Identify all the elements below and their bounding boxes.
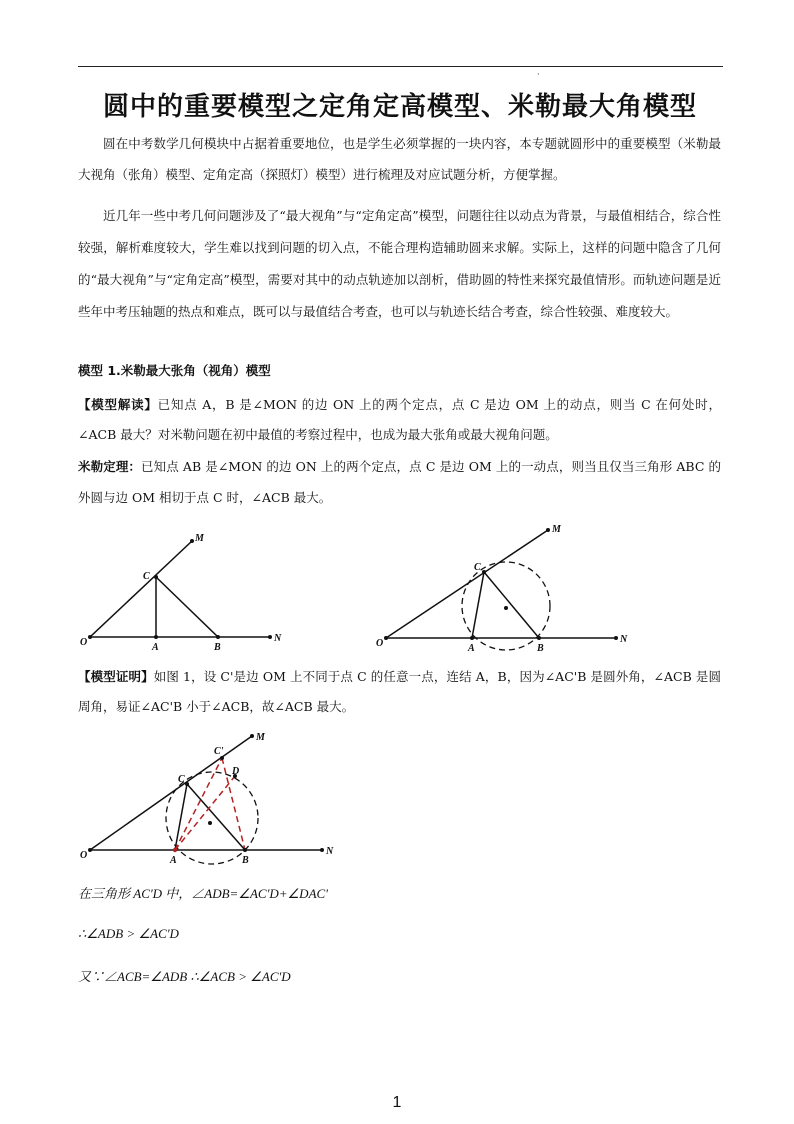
fig3-dashed-ac-prime (175, 758, 222, 850)
fig2-label-m: M (552, 524, 561, 535)
fig2-point-m (546, 528, 550, 532)
fig2-segment-ca (472, 572, 484, 638)
fig3-label-c: C (178, 774, 185, 785)
fig2-point-b (537, 636, 541, 640)
fig3-label-b: B (242, 855, 249, 866)
fig3-point-n (320, 848, 324, 852)
miller-theorem-paragraph (78, 451, 721, 513)
fig3-label-m: M (256, 732, 265, 743)
header-rule (78, 66, 723, 67)
page-number: 1 (392, 1094, 402, 1111)
fig2-point-a (470, 636, 474, 640)
fig2-label-o: O (376, 638, 384, 649)
figure-3 (80, 728, 350, 868)
fig2-segment-cb (484, 572, 539, 638)
fig2-label-c: C (474, 562, 481, 573)
fig3-point-a (173, 848, 177, 852)
miller-theorem-text: 已知点 AB 是∠MON 的边 ON 上的两个定点，点 C 是边 OM 上的一动点，则当且仅当三角形 ABC 的外圆与边 OM 相切于点 C 时，∠ACB 最大。 (78, 459, 721, 505)
fig1-label-o: O (80, 637, 88, 648)
fig3-point-o (88, 848, 92, 852)
model-explain-text: 已知点 A，B 是∠MON 的边 ON 上的两个定点，点 C 是边 OM 上的动点，则当 C 在何处时，∠ACB 最大？对米勒问题在初中最值的考察过程中，也成为最大张角或最大视角问题。 (78, 397, 721, 442)
page-title: 圆中的重要模型之定角定高模型、米勒最大角模型 (102, 92, 697, 122)
fig1-label-n: N (274, 633, 282, 644)
fig2-point-n (614, 636, 618, 640)
model-explain-label: 【模型解读】 (78, 397, 158, 412)
fig1-ray-om (90, 541, 192, 637)
fig1-point-b (216, 635, 220, 639)
miller-theorem-label: 米勒定理： (78, 459, 142, 474)
fig1-point-n (268, 635, 272, 639)
fig1-point-a (154, 635, 158, 639)
fig3-dashed-ad (175, 776, 235, 850)
fig3-segment-ca (175, 784, 187, 850)
figure-2 (376, 520, 646, 660)
fig3-point-m (250, 734, 254, 738)
intro-paragraph: 圆在中考数学几何模块中占据着重要地位，也是学生必须掌握的一块内容，本专题就圆形中的重要模型（米勒最大视角（张角）模型、定角定高（探照灯）模型）进行梳理及对应试题分析，方便掌握。 (78, 136, 721, 182)
fig3-label-o: O (80, 850, 88, 861)
fig2-label-n: N (620, 634, 628, 645)
fig1-point-m (190, 539, 194, 543)
proof-step-2: ∴∠ADB > ∠AC'D (78, 926, 179, 941)
fig1-label-c: C (143, 571, 150, 582)
model1-heading: 模型 1.米勒最大张角（视角）模型 (78, 363, 271, 378)
fig2-ray-om (386, 530, 548, 638)
fig1-label-m: M (195, 533, 204, 544)
fig3-ray-om (90, 736, 252, 850)
fig1-label-b: B (214, 642, 221, 653)
fig1-label-a: A (152, 642, 159, 653)
fig2-circle-center (504, 606, 508, 610)
fig2-point-o (384, 636, 388, 640)
fig2-label-a: A (468, 643, 475, 654)
proof-step-3: 又∵∠ACB=∠ADB ∴∠ACB > ∠AC'D (78, 969, 291, 984)
header-dot: · (537, 70, 540, 79)
fig2-point-c (482, 570, 486, 574)
fig3-label-c-prime: C' (214, 746, 224, 757)
fig1-segment-cb (156, 577, 218, 637)
model-proof-text: 如图 1，设 C'是边 OM 上不同于点 C 的任意一点，连结 A，B，因为∠AC'B 是圆外角，∠ACB 是圆周角，易证∠AC'B 小于∠ACB，故∠ACB 最大。 (78, 669, 721, 714)
fig3-label-a: A (170, 855, 177, 866)
model-explain-paragraph (78, 390, 721, 450)
proof-step-1: 在三角形 AC'D 中，∠ADB=∠AC'D+∠DAC' (78, 886, 328, 901)
fig1-point-c (154, 575, 158, 579)
background-paragraph: 近几年一些中考几何问题涉及了“最大视角”与“定角定高”模型，问题往往以动点为背景，与最值相结合，综合性较强，解析难度较大，学生难以找到问题的切入点，不能合理构造辅助圆来求解。实际上，这样的问题中隐含了几何的“最大视角”与“定角定高”模型，需要对其中的动点轨迹加以剖析，借助圆的特性来探究最值情形。而轨迹问题是近些年中考压轴题的热点和难点，既可以与最值结合考查，也可以与轨迹长结合考查，综合性较强、难度较大。 (78, 208, 721, 319)
model-proof-label: 【模型证明】 (78, 669, 154, 684)
fig1-point-o (88, 635, 92, 639)
fig2-label-b: B (537, 643, 544, 654)
fig3-label-n: N (326, 846, 334, 857)
fig3-point-b (243, 848, 247, 852)
model-proof-paragraph (78, 662, 721, 722)
fig3-circle-center (208, 821, 212, 825)
figure-1 (80, 525, 300, 655)
fig3-label-d: D (232, 766, 240, 777)
fig3-point-c (185, 782, 189, 786)
